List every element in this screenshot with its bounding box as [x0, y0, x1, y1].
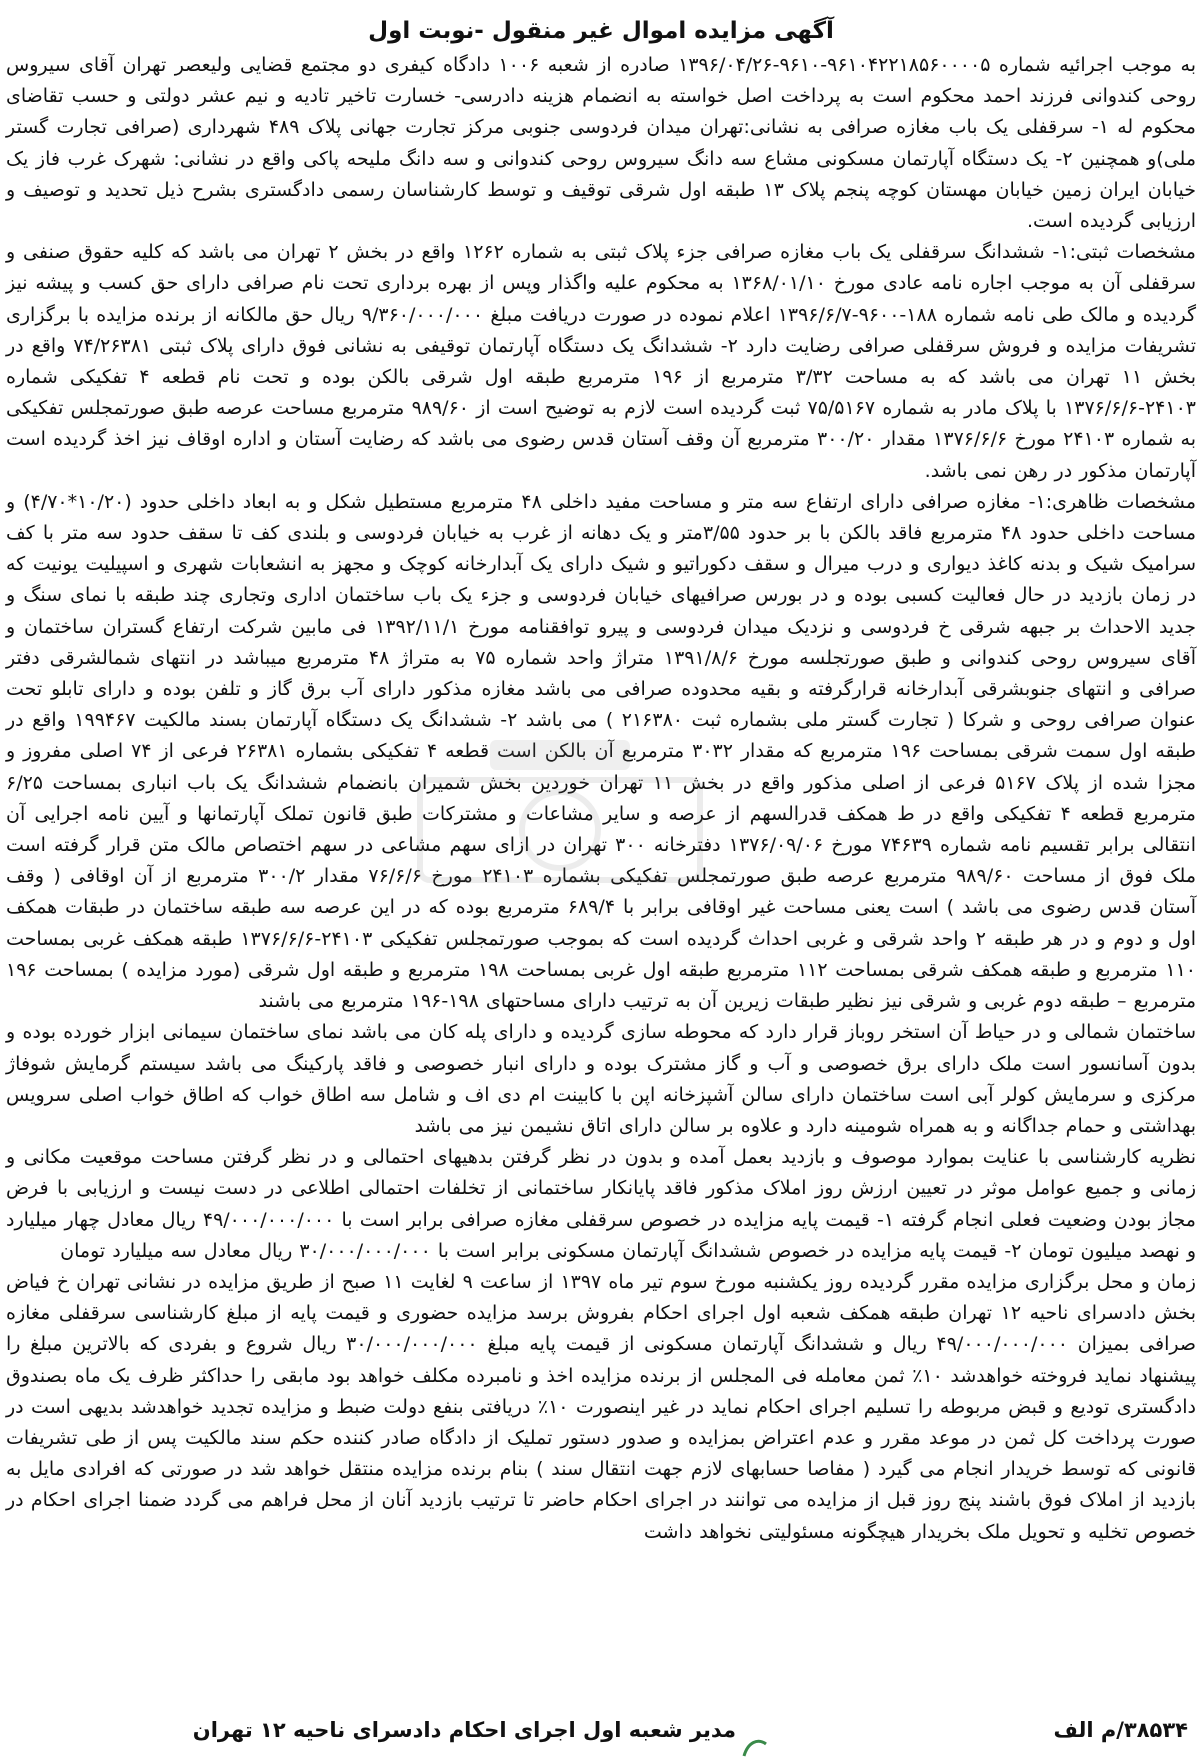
paragraph-registration-specs: مشخصات ثبتی:۱- ششدانگ سرقفلی یک باب مغازه صرافی جزء پلاک ثبتی به شماره ۱۲۶۲ واقع در بخش ۲ تهران می باشد که کلیه حقوق صنفی و سرقفلی آن به موجب اجاره نامه عادی مورخ ۱۳۶۸/۰۱/۱۰ به محکوم علیه واگذار وپس از بهره برداری تحت نام صرافی دارای حق کسب و پیشه نیز گردیده و مالک طی نامه شماره ۱۸۸-۹۶۰۰-۱۳۹۶/۶/۷ اعلام نموده در صورت دریافت مبلغ ۹/۳۶۰/۰۰۰/۰۰۰ ریال حق مالکانه از برنده مزایده با برگزاری تشریفات مزایده و فروش سرقفلی صرافی رضایت دارد ۲- ششدانگ یک دستگاه آپارتمان توقیفی به نشانی فوق دارای پلاک ثبتی ۷۴/۲۶۳۸۱ واقع در بخش ۱۱ تهران می باشد که به مساحت ۳/۳۲ مترمربع از ۱۹۶ مترمربع طبقه اول شرقی بالکن بوده و تحت نام قطعه ۴ تفکیکی شماره ۲۴۱۰۳-۱۳۷۶/۶/۶ با پلاک مادر به شماره ۷۵/۵۱۶۷ ثبت گردیده است لازم به توضیح است از ۹۸۹/۶۰ مترمربع مساحت عرصه طبق صورتمجلس تفکیکی به شماره ۲۴۱۰۳ مورخ ۱۳۷۶/۶/۶ مقدار ۳۰۰/۲۰ مترمربع آن وقف آستان قدس رضوی می باشد که رضایت آستان و اداره اوقاف نیز اخذ گردیده است آپارتمان مذکور در رهن نمی باشد. — [6, 241, 1197, 482]
notice-document — [6, 14, 1196, 1752]
paragraph-building-description: ساختمان شمالی و در حیاط آن استخر روباز قرار دارد که محوطه سازی گردیده و دارای پله کان می باشد نمای ساختمان سیمانی ابزار خورده بوده و بدون آسانسور است ملک دارای برق خصوصی و آب و گاز مشترک بوده و دارای انبار خصوصی و فاقد پارکینگ می باشد سیستم گرمایش شوفاژ مرکزی و سرمایش کولر آبی است ساختمان دارای سالن آشپزخانه اپن با کابینت ام دی اف و شامل سه اطاق خواب که اطاق خواب اصلی سرویس بهداشتی و حمام جداگانه و به همراه شومینه دارد و علاوه بر سالن دارای اتاق نشیمن نیز می باشد — [6, 1021, 1196, 1137]
signer-title: مدیر شعبه اول اجرای احکام دادسرای ناحیه ۱۲ تهران — [192, 1718, 736, 1742]
paragraph-physical-specs: مشخصات ظاهری:۱- مغازه صرافی دارای ارتفاع سه متر و مساحت مفید داخلی ۴۸ مترمربع مستطیل شکل و به ابعاد داخلی حدود (۱۰/۲۰*۴/۷۰) و مساحت داخلی حدود ۴۸ مترمربع فاقد بالکن با بر حدود ۳/۵۵متر و یک دهانه از غرب به خیابان فردوسی و بلندی کف تا سقف حدود سه متر با کف سرامیک شیک و بدنه کاغذ دیواری و درب میرال و سقف دکوراتیو و شیک دارای یک آبدارخانه کوچک و مجهز به انشعابات شهری و اسپیلیت یونیت که در زمان بازدید در حال فعالیت کسبی بوده و در بورس صرافیهای خیابان فردوسی و جزء یک باب ساختمان اداری وتجاری چند طبقه با نمای سنگ و جدید الاحداث بر جبهه شرقی خ فردوسی و نزدیک میدان فردوسی و پیرو توافقنامه مورخ ۱۳۹۲/۱۱/۱ فی مابین شرکت ارتفاع گستران ساختمان و آقای سیروس روحی کندوانی و طبق صورتجلسه مورخ ۱۳۹۱/۸/۶ متراژ واحد شماره ۷۵ به متراژ ۴۸ مترمربع میباشد در انتهای شمالشرقی دفتر صرافی و انتهای جنوبشرقی آبدارخانه قرارگرفته و بقیه محدوده صرافی می باشد مغازه مذکور دارای آب برق گاز و تلفن بوده و دارای تابلو تحت عنوان صرافی روحی و شرکا ( تجارت گستر ملی بشماره ثبت ۲۱۶۳۸۰ ) می باشد ۲- ششدانگ یک دستگاه آپارتمان بسند مالکیت ۱۹۹۴۶۷ واقع در طبقه اول سمت شرقی بمساحت ۱۹۶ مترمربع که مقدار ۳۰۳۲ مترمربع آن بالکن است قطعه ۴ تفکیکی بشماره ۲۶۳۸۱ فرعی از ۷۴ اصلی مفروز و مجزا شده از پلاک ۵۱۶۷ فرعی از اصلی مذکور واقع در بخش ۱۱ تهران خوردین بخش شمیران بانضمام ششدانگ یک باب انباری بمساحت ۶/۲۵ مترمربع قطعه ۴ تفکیکی واقع در ط همکف قدرالسهم از عرصه و سایر مشاعات و مشترکات طبق قانون تملک آپارتمانها و آیین نامه اجرایی آن انتقالی برابر تقسیم نامه شماره ۷۴۶۳۹ مورخ ۱۳۷۶/۰۹/۰۶ دفترخانه ۳۰۰ تهران در ازای سهم مشاعی در سهم اختصاص مالک متن قرار گرفته است ملک فوق از مساحت ۹۸۹/۶۰ مترمربع عرصه طبق صورتمجلس تفکیکی بشماره ۲۴۱۰۳ مورخ ۷۶/۶/۶ مقدار ۳۰۰/۲ مترمربع از آن اوقافی ( وقف آستان قدس رضوی می باشد ) است یعنی مساحت غیر اوقافی برابر با ۶۸۹/۴ مترمربع بوده که در این عرصه سه طبقه ساختمان در طبقات همکف اول و دوم و در هر طبقه ۲ واحد شرقی و غربی احداث گردیده است که بموجب صورتمجلس تفکیکی ۲۴۱۰۳-۱۳۷۶/۶/۶ طبقه همکف غربی بمساحت ۱۱۰ مترمربع و طبقه همکف شرقی بمساحت ۱۱۲ مترمربع طبقه اول غربی بمساحت ۱۹۸ مترمربع و طبقه اول شرقی (مورد مزایده ) بمساحت ۱۹۶ مترمربع – طبقه دوم غربی و شرقی نیز نظیر طبقات زیرین آن به ترتیب دارای مساحتهای ۱۹۸-۱۹۶ مترمربع می باشند — [6, 490, 1197, 1013]
notice-footer — [6, 1714, 1196, 1754]
notice-title: آگهی مزایده اموال غیر منقول -نوبت اول — [368, 18, 834, 44]
paragraph-expert-opinion: نظریه کارشناسی با عنایت بموارد موصوف و بازدید بعمل آمده و بدون در نظر گرفتن بدهیهای احتمالی و در نظر گرفتن مساحت موقعیت مکانی و زمانی و جمیع عوامل موثر در تعیین ارزش روز املاک مذکور فاقد پایانکار ساختمانی از تخلفات احتمالی اطلاعی در دست نیست و ارزیابی با فرض مجاز بودن وضعیت فعلی انجام گرفته ۱- قیمت پایه مزایده در خصوص سرقفلی مغازه صرافی برابر است با ۴۹/۰۰۰/۰۰۰/۰۰۰ ریال معادل چهار میلیارد و نهصد میلیون تومان ۲- قیمت پایه مزایده در خصوص ششدانگ آپارتمان مسکونی برابر است با ۳۰/۰۰۰/۰۰۰/۰۰۰ ریال معادل سه میلیارد تومان — [6, 1146, 1196, 1262]
corner-scribble — [740, 1736, 770, 1758]
paragraph-auction-terms: زمان و محل برگزاری مزایده مقرر گردیده روز یکشنبه مورخ سوم تیر ماه ۱۳۹۷ از ساعت ۹ لغایت ۱۱ صبح از طریق مزایده در نشانی تهران خ فیاض بخش دادسرای ناحیه ۱۲ تهران طبقه همکف شعبه اول اجرای احکام بفروش برسد مزایده حضوری و قیمت پایه از مبلغ کارشناسی سرقفلی مغازه صرافی بمیزان ۴۹/۰۰۰/۰۰۰/۰۰۰ ریال و ششدانگ آپارتمان مسکونی از قیمت پایه مبلغ ۳۰/۰۰۰/۰۰۰/۰۰۰ ریال شروع و بفردی که بالاترین مبلغ را پیشنهاد نماید فروخته خواهدشد ۱۰٪ ثمن معامله فی المجلس از برنده مزایده اخذ و نامبرده مکلف خواهد بود مابقی را حداکثر ظرف یک ماه بصندوق دادگستری تودیع و قبض مربوطه را تسلیم اجرای احکام نماید در غیر اینصورت ۱۰٪ دریافتی بنفع دولت ضبط و مزایده تجدید خواهدشد بدیهی است در صورت پرداخت کل ثمن در موعد مقرر و عدم اعتراض بمزایده و صدور دستور تملیک از دادگاه صادر کننده حکم سند مالکیت پس از طی تشریفات قانونی که توسط خریدار انجام می گیرد ( مفاصا حسابهای لازم جهت انتقال سند ) بنام برنده مزایده منتقل خواهد شد در صورتی که افرادی مایل به بازدید از املاک فوق باشند پنج روز قبل از مزایده می توانند در اجرای احکام حاضر تا ترتیب بازدید آنان از محل فراهم می گردد ضمنا اجرای احکام در خصوص تخلیه و تحویل ملک بخریدار هیچگونه مسئولیتی نخواهد داشت — [6, 1270, 1196, 1543]
paragraph-intro: به موجب اجرائیه شماره ۹۶۱۰۴۲۲۱۸۵۶۰۰۰۰۵-۹۶۱۰-۱۳۹۶/۰۴/۲۶ صادره از شعبه ۱۰۰۶ دادگاه کیفری دو مجتمع قضایی ولیعصر تهران آقای سیروس روحی کندوانی فرزند احمد محکوم است به پرداخت اصل خواسته به انضمام هزینه دادرسی- خسارت تاخیر تادیه و نیم عشر دولتی و حسب تقاضای محکوم له ۱- سرقفلی یک باب مغازه صرافی به نشانی:تهران میدان فردوسی جنوبی مرکز تجارت جهانی پلاک ۴۸۹ شهرداری (صرافی تجارت گستر ملی)و همچنین ۲- یک دستگاه آپارتمان مسکونی مشاع سه دانگ سیروس روحی کندوانی و سه دانگ ملیحه پاکی واقع در نشانی: شهرک غرب فاز یک خیابان ایران زمین خیابان مهستان کوچه پنجم پلاک ۱۳ طبقه اول شرقی توقیف و توسط کارشناسان رسمی دادگستری بشرح ذیل تحدید و توصیف و ارزیابی گردیده است. — [6, 54, 1196, 233]
notice-code: ۳۸۵۳۴/م الف — [1053, 1718, 1188, 1742]
